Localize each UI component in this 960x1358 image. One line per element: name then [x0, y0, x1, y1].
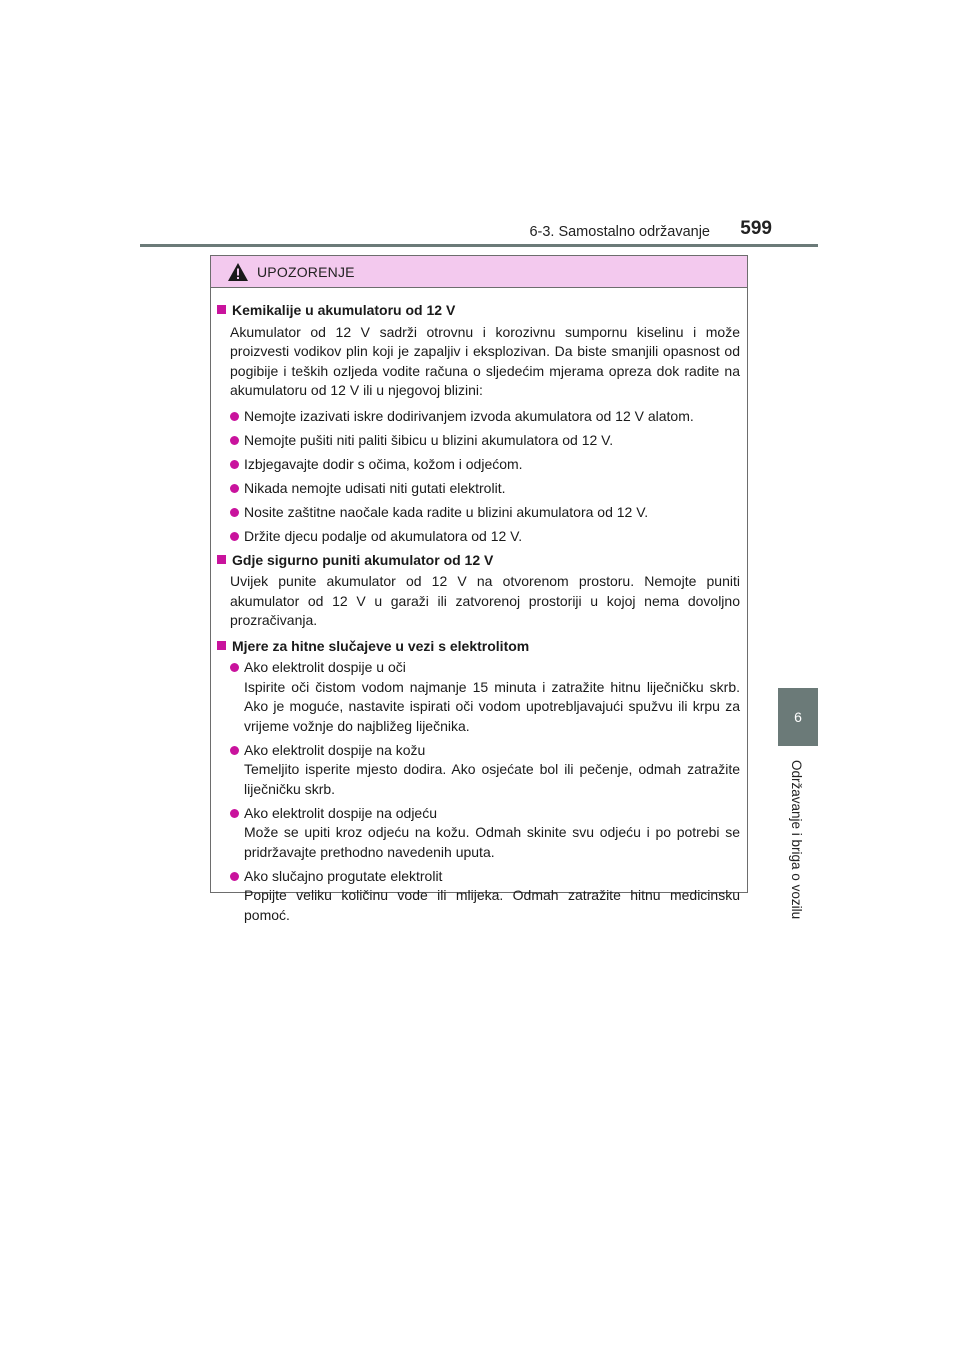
section-heading: Mjere za hitne slučajeve u vezi s elektrolitom [217, 637, 740, 657]
warning-header [211, 256, 747, 288]
section-heading: Gdje sigurno puniti akumulator od 12 V [217, 551, 740, 571]
chapter-title: Održavanje i briga o vozilu [789, 760, 804, 920]
warning-triangle-icon [227, 262, 249, 282]
round-bullet-icon [230, 508, 239, 517]
warning-content [211, 288, 747, 925]
round-bullet-icon [230, 484, 239, 493]
chapter-number: 6 [794, 709, 802, 725]
chapter-tab [778, 688, 818, 746]
section-text: Akumulator od 12 V sadrži otrovnu i korozivnu sumpornu kiselinu i može proizvesti vodikov plin koji je zapaljiv i eksplozivan. Da biste smanjili opasnost od pogibije i teških ozljeda vodite računa o sljedećim mjerama opreza dok radite na akumulatoru od 12 V ili u njegovoj blizini: [230, 323, 740, 398]
round-bullet-icon [230, 809, 239, 818]
section-title: 6-3. Samostalno održavanje [529, 224, 710, 240]
square-bullet-icon [217, 555, 226, 564]
page-number: 599 [740, 218, 772, 239]
list-item: Izbjegavajte dodir s očima, kožom i odjećom. [217, 455, 740, 475]
list-item: Ako elektrolit dospije na kožu Temeljito isperite mjesto dodira. Ako osjećate bol ili pečenje, odmah zatražite liječničku skrb. [217, 741, 740, 800]
round-bullet-icon [230, 663, 239, 672]
section-heading: Kemikalije u akumulatoru od 12 V [217, 301, 740, 321]
warning-title: UPOZORENJE [257, 263, 355, 280]
round-bullet-icon [230, 460, 239, 469]
list-item: Nemojte pušiti niti paliti šibicu u blizini akumulatora od 12 V. [217, 431, 740, 451]
list-item: Nosite zaštitne naočale kada radite u blizini akumulatora od 12 V. [217, 503, 740, 523]
list-item: Nikada nemojte udisati niti gutati elektrolit. [217, 479, 740, 499]
square-bullet-icon [217, 641, 226, 650]
round-bullet-icon [230, 436, 239, 445]
warning-box [210, 255, 748, 923]
page-header [140, 218, 818, 247]
square-bullet-icon [217, 305, 226, 314]
round-bullet-icon [230, 412, 239, 421]
list-item: Nemojte izazivati iskre dodirivanjem izvoda akumulatora od 12 V alatom. [217, 407, 740, 427]
section-text: Uvijek punite akumulator od 12 V na otvorenom prostoru. Nemojte puniti akumulator od 12 V u garaži ili zatvorenoj prostoriji u kojoj nema dovoljno prozračivanja. [230, 573, 740, 628]
list-item: Ako elektrolit dospije u oči Ispirite oči čistom vodom najmanje 15 minuta i zatražite hitnu liječničku skrb. Ako je moguće, nastavite ispirati oči vodom upotrebljavajući spužvu ili krpu za vrijeme vožnje do najbližeg liječnika. [217, 658, 740, 736]
round-bullet-icon [230, 746, 239, 755]
list-item: Ako elektrolit dospije na odjeću Može se upiti kroz odjeću na kožu. Odmah skinite svu odjeću i po potrebi se pridržavajte prethodno navedenih uputa. [217, 804, 740, 863]
round-bullet-icon [230, 532, 239, 541]
list-item: Ako slučajno progutate elektrolit Popijte veliku količinu vode ili mlijeka. Odmah zatražite hitnu medicinsku pomoć. [217, 867, 740, 926]
round-bullet-icon [230, 872, 239, 881]
list-item: Držite djecu podalje od akumulatora od 12 V. [217, 527, 740, 547]
